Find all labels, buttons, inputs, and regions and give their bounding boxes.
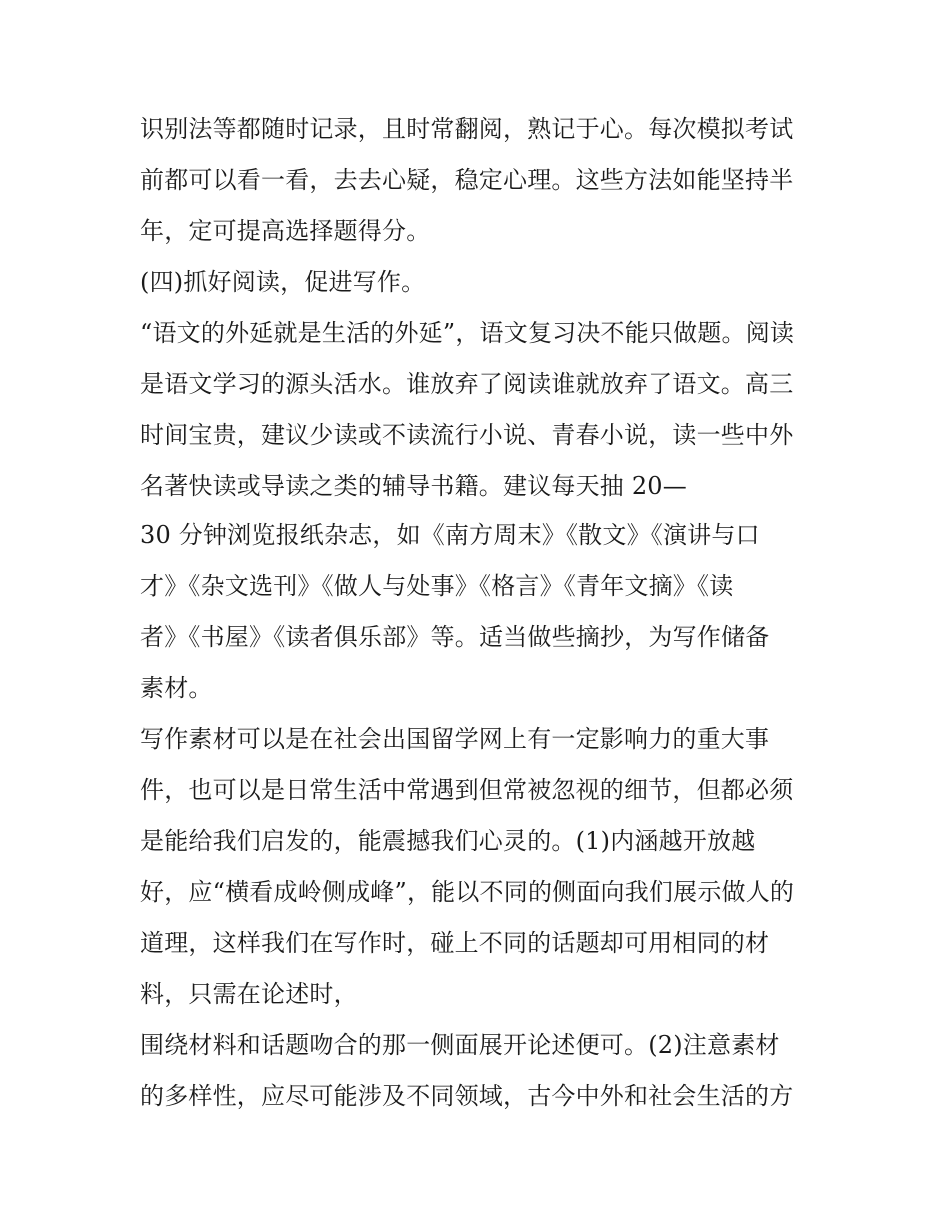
text-line: 识别法等都随时记录，且时常翻阅，熟记于心。每次模拟考试: [140, 115, 794, 143]
text-line: 才》《杂文选刊》《做人与处事》《格言》《青年文摘》《读: [140, 572, 734, 600]
text-line: 前都可以看一看，去去心疑，稳定心理。这些方法如能坚持半: [140, 166, 794, 194]
text-line: 好，应“横看成岭侧成峰”，能以不同的侧面向我们展示做人的: [140, 878, 795, 906]
text-line: 时间宝贵，建议少读或不读流行小说、青春小说，读一些中外: [140, 421, 794, 449]
text-line: 道理，这样我们在写作时，碰上不同的话题却可用相同的材: [140, 929, 770, 957]
text-line: 的多样性，应尽可能涉及不同领域，古今中外和社会生活的方: [140, 1082, 794, 1110]
text-line: 写作素材可以是在社会出国留学网上有一定影响力的重大事: [140, 725, 770, 753]
text-line: 围绕材料和话题吻合的那一侧面展开论述便可。(2)注意素材: [140, 1031, 780, 1059]
text-line: 者》《书屋》《读者俱乐部》等。适当做些摘抄，为写作储备: [140, 623, 770, 651]
text-line: 是能给我们启发的，能震撼我们心灵的。(1)内涵越开放越: [140, 827, 756, 855]
text-line: 件，也可以是日常生活中常遇到但常被忽视的细节，但都必须: [140, 776, 794, 804]
text-line: 名著快读或导读之类的辅导书籍。建议每天抽 20—: [140, 472, 687, 500]
section-heading: (四)抓好阅读，促进写作。: [140, 268, 426, 296]
text-line: “语文的外延就是生活的外延”，语文复习决不能只做题。阅读: [140, 319, 795, 347]
text-line: 30 分钟浏览报纸杂志，如《南方周末》《散文》《演讲与口: [140, 521, 760, 549]
text-line: 料，只需在论述时，: [140, 980, 358, 1008]
text-line: 年，定可提高选择题得分。: [140, 217, 431, 245]
text-line: 素材。: [140, 674, 213, 702]
text-line: 是语文学习的源头活水。谁放弃了阅读谁就放弃了语文。高三: [140, 370, 794, 398]
